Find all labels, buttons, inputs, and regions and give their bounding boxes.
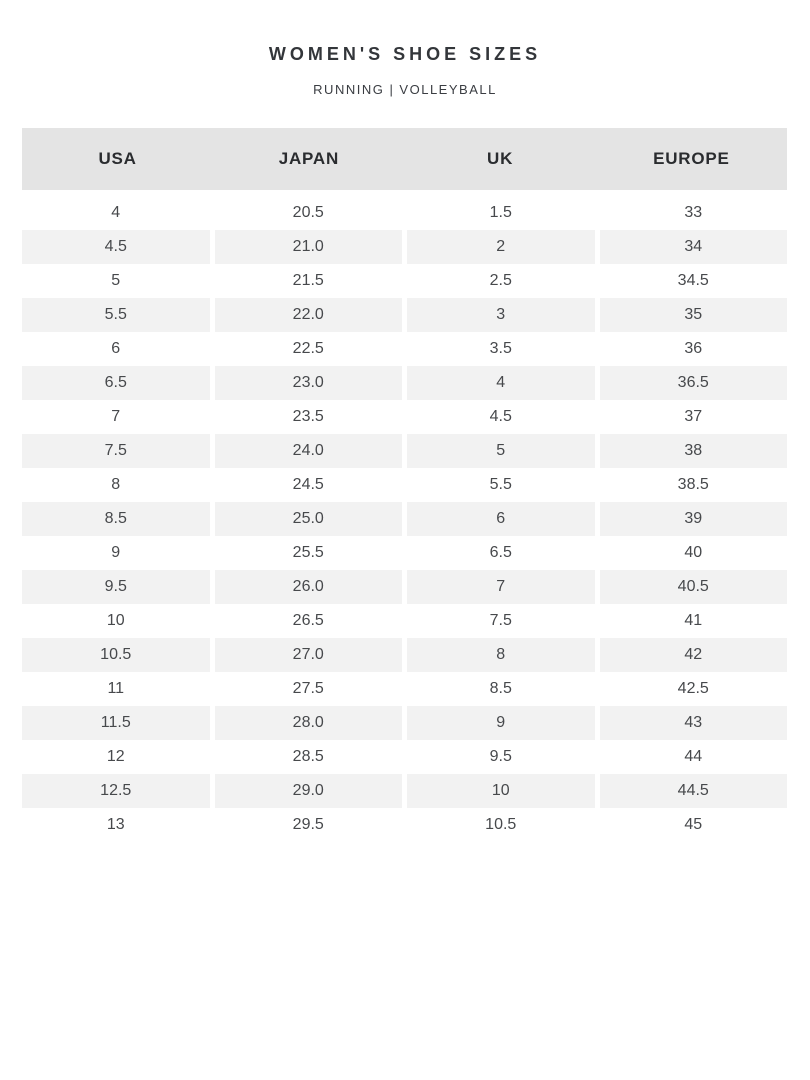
table-cell: 23.0 <box>215 366 403 400</box>
table-row <box>22 706 787 740</box>
table-row <box>22 570 787 604</box>
table-cell: 8 <box>407 638 595 672</box>
table-cell: 3.5 <box>489 340 512 357</box>
table-cell: 22.0 <box>215 298 403 332</box>
table-cell: 29.5 <box>292 816 324 833</box>
column-header-japan: JAPAN <box>278 149 340 168</box>
table-row <box>22 196 787 230</box>
table-cell: 38 <box>600 434 788 468</box>
table-cell: 1.5 <box>489 204 512 221</box>
table-cell: 45 <box>684 816 703 833</box>
table-cell: 7 <box>407 570 595 604</box>
table-cell: 5 <box>407 434 595 468</box>
table-cell: 7.5 <box>22 434 210 468</box>
table-cell: 39 <box>600 502 788 536</box>
table-cell: 40.5 <box>600 570 788 604</box>
table-cell: 9 <box>407 706 595 740</box>
page-subtitle: RUNNING | VOLLEYBALL <box>313 82 497 97</box>
table-cell: 7 <box>111 408 121 425</box>
table-cell: 10.5 <box>22 638 210 672</box>
table-cell: 2 <box>407 230 595 264</box>
table-cell: 8.5 <box>489 680 512 697</box>
table-cell: 42.5 <box>677 680 709 697</box>
table-cell: 5.5 <box>489 476 512 493</box>
table-cell: 3 <box>407 298 595 332</box>
table-cell: 13 <box>106 816 125 833</box>
table-cell: 11.5 <box>22 706 210 740</box>
table-cell: 42 <box>600 638 788 672</box>
table-cell: 41 <box>684 612 703 629</box>
table-header-row <box>22 128 787 190</box>
table-cell: 34 <box>600 230 788 264</box>
table-cell: 24.0 <box>215 434 403 468</box>
table-cell: 9.5 <box>22 570 210 604</box>
table-row <box>22 468 787 502</box>
table-cell: 21.0 <box>215 230 403 264</box>
table-cell: 9 <box>111 544 121 561</box>
table-row <box>22 672 787 706</box>
table-cell: 25.0 <box>215 502 403 536</box>
table-cell: 4 <box>407 366 595 400</box>
table-cell: 44 <box>684 748 703 765</box>
table-row <box>22 774 787 808</box>
table-cell: 28.0 <box>215 706 403 740</box>
table-cell: 21.5 <box>292 272 324 289</box>
table-cell: 34.5 <box>677 272 709 289</box>
column-header-usa: USA <box>98 149 137 168</box>
column-header-uk: UK <box>487 149 514 168</box>
table-cell: 11 <box>107 680 125 697</box>
table-row <box>22 502 787 536</box>
table-cell: 10.5 <box>485 816 517 833</box>
table-cell: 27.5 <box>292 680 324 697</box>
table-row <box>22 740 787 774</box>
table-cell: 26.5 <box>292 612 324 629</box>
table-cell: 25.5 <box>292 544 324 561</box>
table-cell: 44.5 <box>600 774 788 808</box>
table-cell: 6.5 <box>22 366 210 400</box>
table-cell: 20.5 <box>292 204 324 221</box>
table-cell: 36 <box>684 340 703 357</box>
table-body <box>22 196 787 842</box>
table-cell: 27.0 <box>215 638 403 672</box>
table-row <box>22 434 787 468</box>
table-row <box>22 230 787 264</box>
table-row <box>22 366 787 400</box>
table-row <box>22 332 787 366</box>
table-row <box>22 298 787 332</box>
table-cell: 28.5 <box>292 748 324 765</box>
table-row <box>22 536 787 570</box>
table-row <box>22 400 787 434</box>
table-cell: 10 <box>407 774 595 808</box>
table-cell: 35 <box>600 298 788 332</box>
table-cell: 4.5 <box>489 408 512 425</box>
table-cell: 26.0 <box>215 570 403 604</box>
table-cell: 24.5 <box>292 476 324 493</box>
table-row <box>22 808 787 842</box>
table-cell: 8.5 <box>22 502 210 536</box>
table-row <box>22 604 787 638</box>
table-cell: 12 <box>106 748 125 765</box>
table-cell: 2.5 <box>489 272 512 289</box>
column-header-europe: EUROPE <box>653 149 730 168</box>
table-cell: 6.5 <box>489 544 512 561</box>
table-row <box>22 264 787 298</box>
table-row <box>22 638 787 672</box>
table-cell: 4 <box>111 204 121 221</box>
table-cell: 9.5 <box>489 748 512 765</box>
table-cell: 8 <box>111 476 121 493</box>
table-cell: 7.5 <box>489 612 512 629</box>
page-title: WOMEN'S SHOE SIZES <box>268 44 542 64</box>
table-cell: 12.5 <box>22 774 210 808</box>
table-cell: 5.5 <box>22 298 210 332</box>
size-conversion-table <box>22 128 787 842</box>
table-cell: 6 <box>407 502 595 536</box>
table-cell: 43 <box>600 706 788 740</box>
table-cell: 10 <box>106 612 125 629</box>
table-cell: 29.0 <box>215 774 403 808</box>
table-cell: 23.5 <box>292 408 324 425</box>
table-cell: 6 <box>111 340 121 357</box>
table-cell: 22.5 <box>292 340 324 357</box>
table-cell: 36.5 <box>600 366 788 400</box>
table-cell: 33 <box>684 204 703 221</box>
table-cell: 37 <box>684 408 703 425</box>
table-cell: 38.5 <box>677 476 709 493</box>
table-cell: 4.5 <box>22 230 210 264</box>
table-cell: 40 <box>684 544 703 561</box>
table-cell: 5 <box>111 272 121 289</box>
